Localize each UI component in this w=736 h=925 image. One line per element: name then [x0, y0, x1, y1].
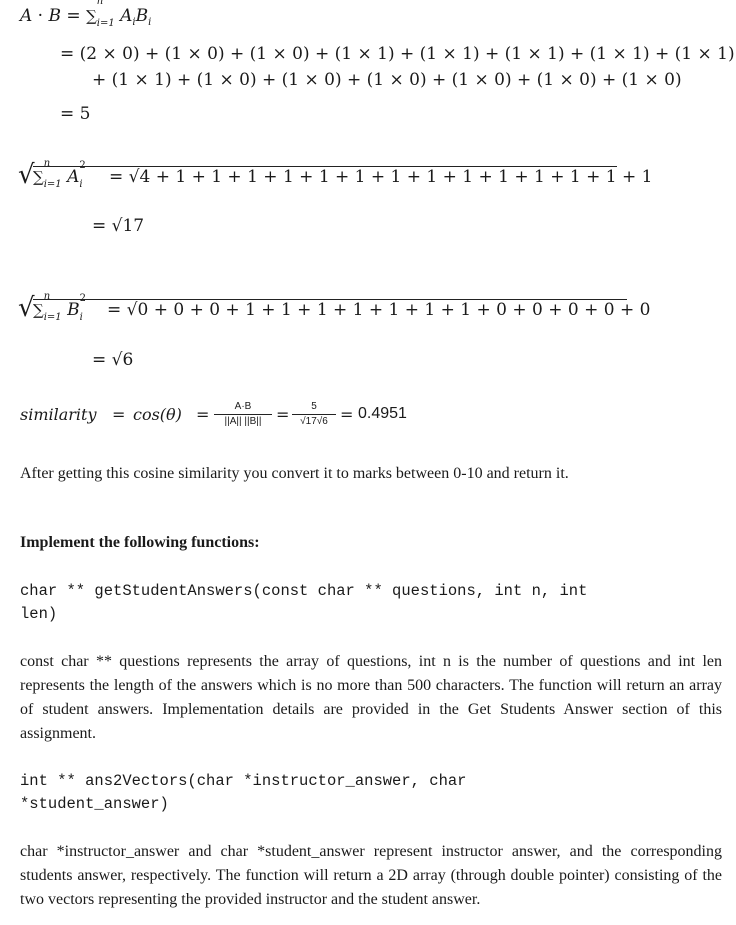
code-ans2vectors-line-2: *student_answer) — [20, 795, 169, 813]
norm-a-lhs: ∑ n $_{i=1}$ A 2 $_i$ — [33, 158, 86, 190]
equals-sign: = — [112, 405, 126, 424]
sqrt-icon: √ — [18, 160, 35, 190]
dot-product-line-1: = (2 × 0) + (1 × 0) + (1 × 0) + (1 × 1) + (1 × 1) + (1 × 1) + (1 × 1) + (1 × 1) — [60, 44, 735, 64]
sqrt-icon: √ — [18, 293, 35, 323]
equals-sign: = — [340, 405, 354, 424]
fraction-numerator: 5 — [311, 401, 317, 412]
dot-product-result: = 5 — [60, 104, 91, 124]
fraction-five-over-roots — [292, 400, 336, 429]
cos-theta: cos(θ) — [133, 405, 182, 424]
similarity-value: 0.4951 — [358, 405, 407, 422]
dot-product-line-2: + (1 × 1) + (1 × 0) + (1 × 0) + (1 × 0) + (1 × 0) + (1 × 0) + (1 × 0) — [92, 70, 682, 90]
fraction-numerator: A·B — [234, 401, 252, 412]
norm-b-result: = √6 — [92, 350, 134, 370]
code-get-student-answers-line-1: char ** getStudentAnswers(const char ** questions, int n, int — [20, 582, 588, 600]
norm-a-rhs: = √4 + 1 + 1 + 1 + 1 + 1 + 1 + 1 + 1 + 1 + 1 + 1 + 1 + 1 + 1 — [109, 167, 653, 187]
ans2vectors-description: char *instructor_answer and char *student_answer represent instructor answer, and the corresponding students answer, respectively. The function will return a 2D array (through double pointer) consisting of the two vectors representing the provided instructor and the student answer. — [20, 843, 722, 908]
fraction-denominator: √17√6 — [300, 416, 328, 427]
section-heading: Implement the following functions: — [20, 534, 260, 551]
similarity-label: similarity — [20, 405, 97, 424]
equals-sign: = — [276, 405, 290, 424]
norm-a-result: = √17 — [92, 216, 145, 236]
fraction-denominator: ||A|| ||B|| — [224, 416, 262, 427]
equals-sign: = — [196, 405, 210, 424]
after-similarity-text: After getting this cosine similarity you convert it to marks between 0-10 and return it. — [20, 465, 569, 482]
questions-description: const char ** questions represents the array of questions, int n is the number of questions and int len represents the length of the answers which is no more than 500 characters. The function will return an array of student answers. Implementation details are provided in the Get Students Answer section of this assignment. — [20, 653, 722, 742]
fraction-ab-over-norms — [214, 400, 272, 429]
norm-b-lhs: ∑ n $_{i=1}$ B 2 $_i$ — [33, 291, 86, 323]
code-get-student-answers-line-2: len) — [20, 605, 58, 623]
norm-b-rhs: = √0 + 0 + 0 + 1 + 1 + 1 + 1 + 1 + 1 + 1 + 0 + 0 + 0 + 0 + 0 — [107, 300, 651, 320]
code-ans2vectors-line-1: int ** ans2Vectors(char *instructor_answer, char — [20, 772, 467, 790]
dot-product-lhs: A · B = ∑ n $_{i=1}$ $A_iB_i$ — [20, 0, 152, 29]
